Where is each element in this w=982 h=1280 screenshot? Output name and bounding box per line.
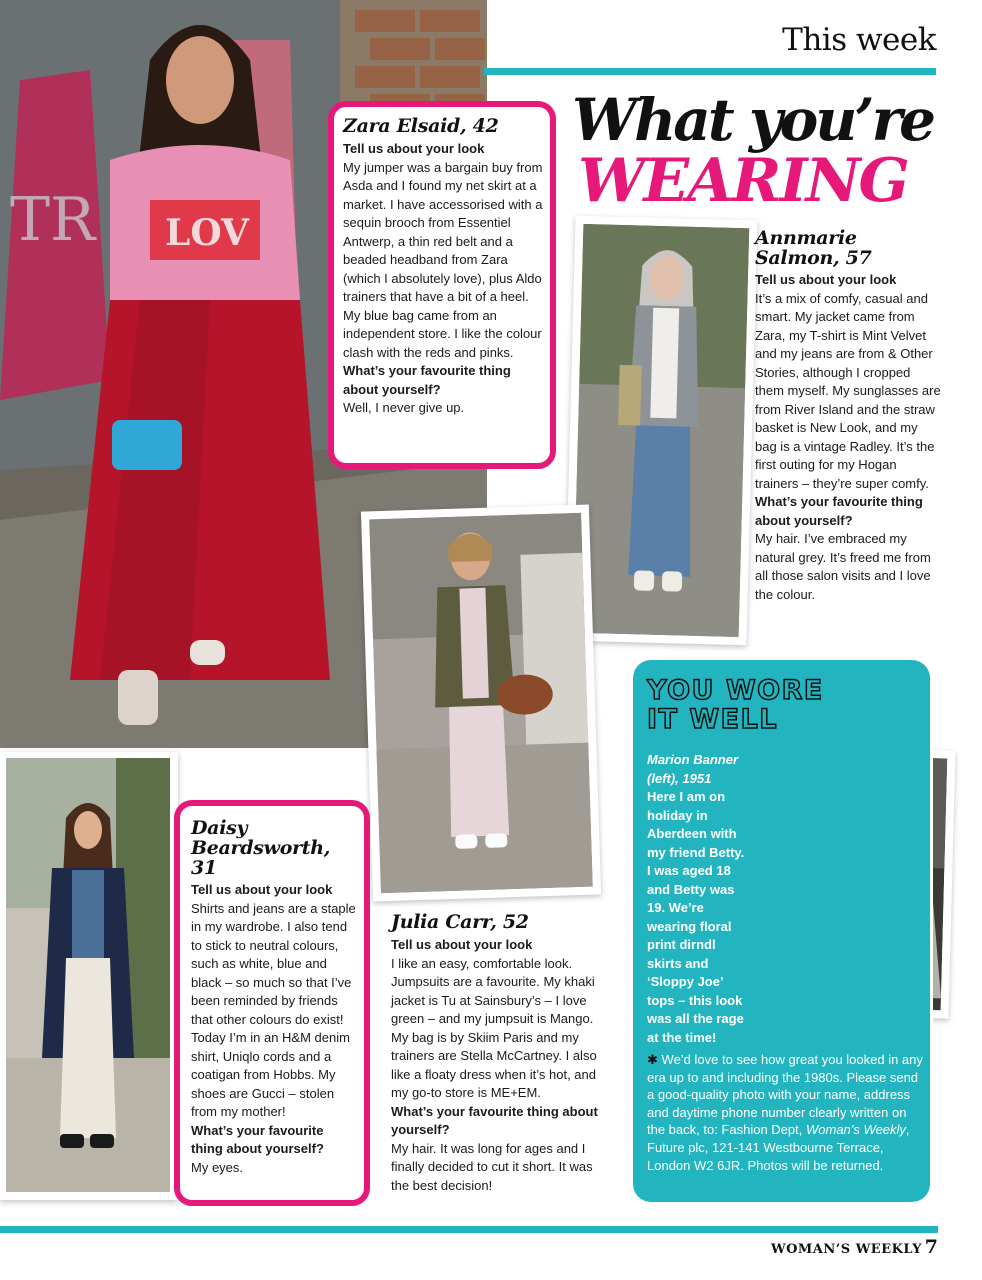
annmarie-answer-look: It’s a mix of comfy, casual and smart. My jacket came from Zara, my T-shirt is Mint Velvet and my jeans are from & Other Stories, although I cropped them myself. My sunglasses are from River Island and the straw basket is New Look, and my bag is a vintage Radley. It’s the first outing for my Hogan trainers – they’re super comfy.: [755, 290, 941, 491]
headline-line2: WEARING: [578, 146, 908, 216]
zara-answer-favourite: Well, I never give up.: [343, 400, 465, 415]
daisy-answer-look: Shirts and jeans are a staple in my wardrobe. I also tend to stick to neutral colours, such as white, blue and black – so much so that I’ve been reminded by friends that other colours do exist! Today I’m in an H&M denim shirt, Uniqlo cords and a coatigan from Hobbs. My shoes are Gucci – stolen from my mother!: [191, 900, 356, 1119]
daisy-answer-favourite: My eyes.: [191, 1159, 244, 1175]
daisy-question-favourite: What’s your favourite thing about yourself?: [191, 1122, 324, 1156]
zara-name: Zara Elsaid, 42: [343, 115, 499, 137]
zara-text: [343, 116, 543, 418]
daisy-text: [191, 818, 357, 1177]
julia-question-look: Tell us about your look: [391, 937, 533, 952]
header-rule: [484, 68, 936, 75]
annmarie-answer-favourite: My hair. I’ve embraced my natural grey. It’s freed me from all those salon visits and I love the colour.: [755, 531, 931, 602]
footer-magazine: WOMAN’S WEEKLY: [770, 1242, 922, 1257]
zara-answer-look: My jumper was a bargain buy from Asda and I found my net skirt at a market. I have accessorised with a sequin brooch from Essentiel Antwerp, a thin red belt and a beaded headband from Zara (which I absolutely love), plus Aldo trainers that have a bit of a heel. My blue bag came from an independent store. I like the colour clash with the reds and pinks.: [343, 159, 543, 360]
caption-float-spacer: [749, 788, 879, 1033]
annmarie-name-line2: Salmon, 57: [755, 247, 872, 269]
daisy-photo: [0, 752, 178, 1200]
zara-question-look: Tell us about your look: [343, 141, 485, 156]
annmarie-question-look: Tell us about your look: [755, 272, 897, 287]
annmarie-question-favourite: What’s your favourite thing about yourself?: [755, 494, 923, 528]
annmarie-photo: [564, 216, 757, 646]
headline-line1: What you’re: [572, 86, 934, 154]
zara-question-favourite: What’s your favourite thing about yourself?: [343, 363, 511, 397]
annmarie-text: [755, 228, 941, 604]
julia-question-favourite: What’s your favourite thing about yourself?: [391, 1103, 598, 1137]
wore-it-well-title-line2: IT WELL: [647, 704, 778, 735]
julia-answer-look: I like an easy, comfortable look. Jumpsuits are a favourite. My khaki jacket is Tu at Sainsbury’s – I love green – and my jumpsuit is Mango. My bag is by Skiim Paris and my trainers are Stella McCartney. I also like a floaty dress when it’s hot, and my go-to store is ME+EM.: [391, 955, 597, 1100]
footer-page-number: 7: [924, 1236, 938, 1258]
wore-it-well-invite: ✱ We’d love to see how great you looked in any era up to and including the 1980s. Please send a good-quality photo with your name, address and daytime phone number clearly written on the back, to: Fashion Dept, Woman’s Weekly, Future plc, 121-141 Westbourne Terrace, London W2 6JR. Photos will be returned.: [647, 1052, 923, 1173]
daisy-name-line2: Beardsworth, 31: [191, 837, 331, 879]
section-label: This week: [782, 22, 936, 58]
marion-caption: [647, 751, 747, 788]
marion-caption-text: Here I am on holiday in Aberdeen with my friend Betty. I was aged 18 and Betty was 19. We’re wearing floral print dirndl skirts and ‘Sloppy Joe’ tops – this look was all the rage at the time!: [647, 788, 879, 1047]
julia-photo: [361, 505, 601, 902]
svg-text:LOV: LOV: [165, 212, 249, 254]
julia-text: [391, 912, 605, 1195]
footer-rule: [0, 1226, 938, 1233]
julia-answer-favourite: My hair. It was long for ages and I finally decided to cut it short. It was the best decision!: [391, 1140, 593, 1193]
julia-name: Julia Carr, 52: [391, 911, 529, 933]
wore-it-well-title: [647, 676, 824, 734]
daisy-question-look: Tell us about your look: [191, 882, 333, 897]
wore-it-well-title-line1: YOU WORE: [647, 675, 824, 706]
marion-caption-name: Marion Banner (left), 1951: [647, 752, 739, 786]
daisy-name-line1: Daisy: [191, 817, 248, 839]
annmarie-name-line1: Annmarie: [755, 227, 857, 249]
background-sign-text: TR: [10, 185, 96, 255]
invite-star-icon: ✱: [647, 1052, 658, 1067]
